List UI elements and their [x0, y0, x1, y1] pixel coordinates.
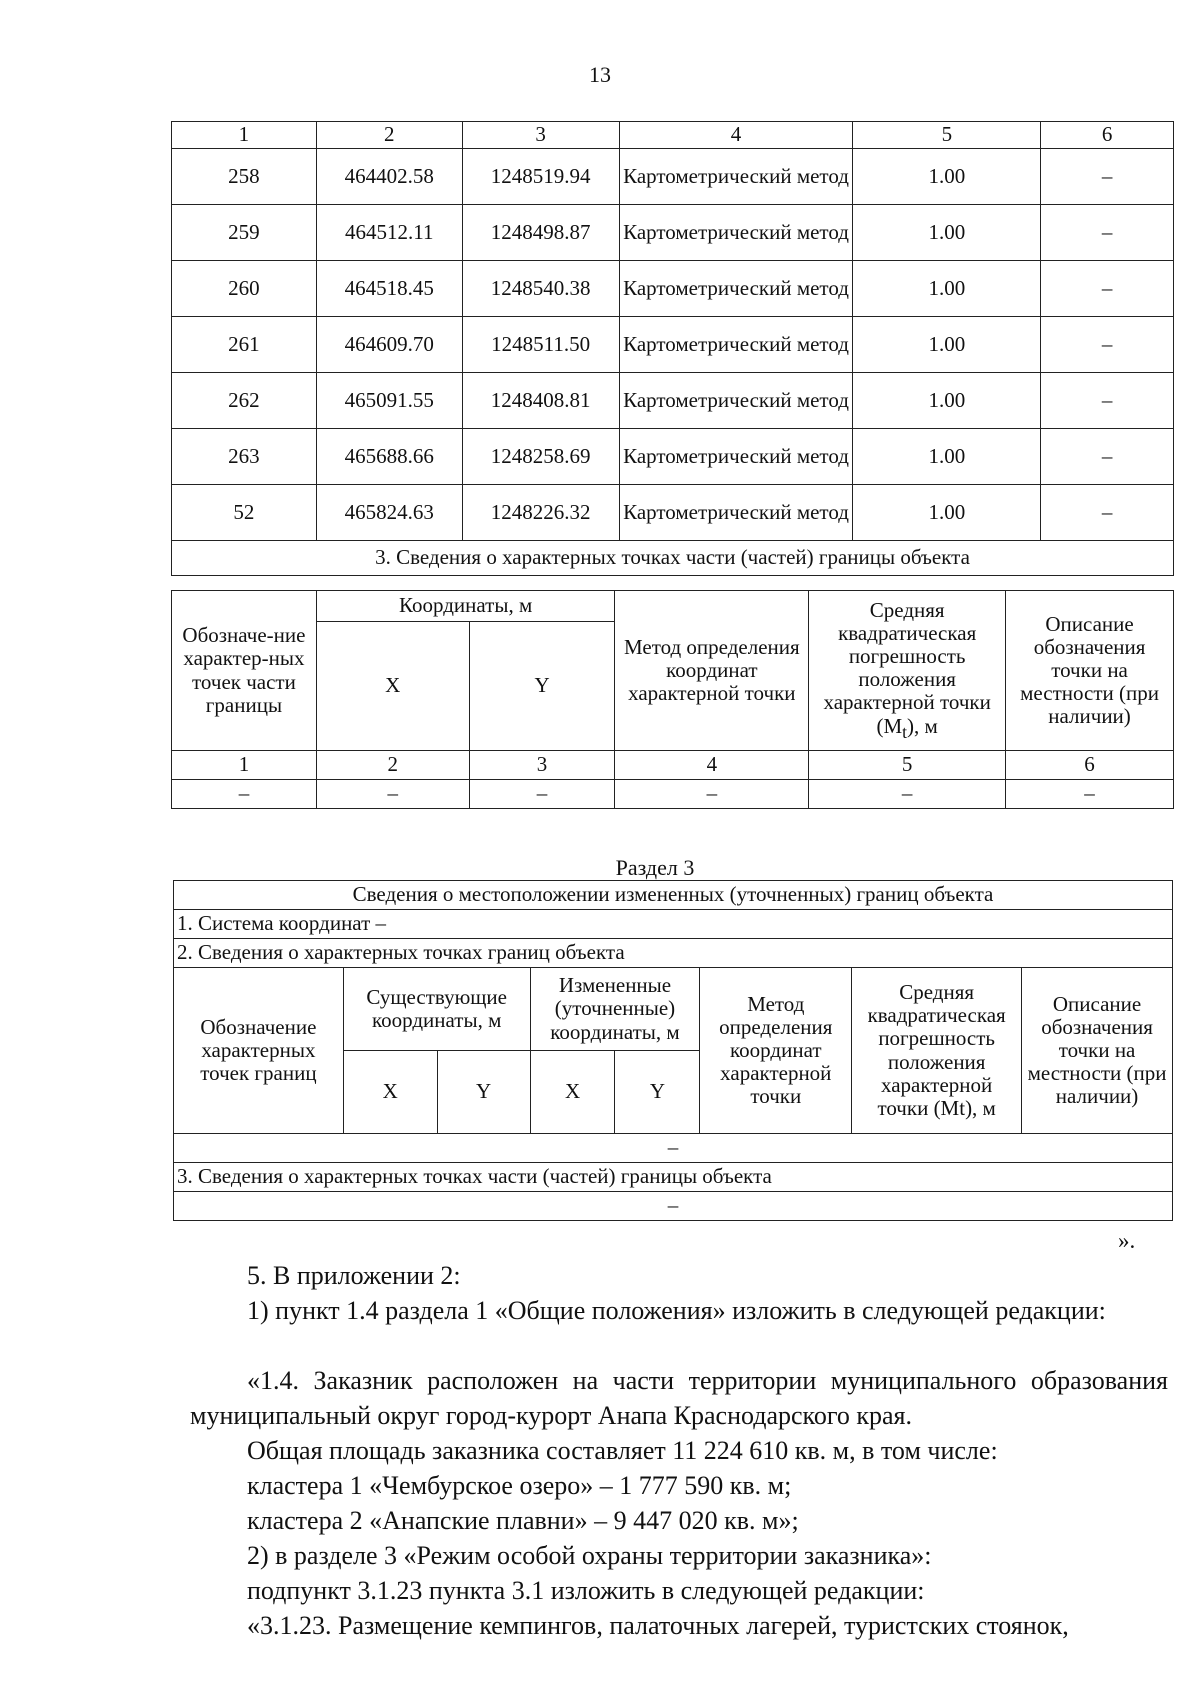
paragraph: 1) пункт 1.4 раздела 1 «Общие положения» изложить в следующей редакции: [247, 1296, 1106, 1325]
points-info: 2. Сведения о характерных точках границ объекта [174, 939, 1173, 968]
point-id: 261 [172, 317, 317, 373]
col-changed-coords: Измененные (уточненные) координаты, м [530, 968, 700, 1051]
method: Картометрический метод [619, 261, 853, 317]
coord-y: 1248540.38 [462, 261, 619, 317]
error-value: 1.00 [853, 373, 1041, 429]
section-title: 3. Сведения о характерных точках части (частей) границы объекта [172, 541, 1174, 576]
column-number-row [172, 751, 1174, 780]
table-row [174, 1192, 1173, 1221]
paragraph: Общая площадь заказника составляет 11 224 610 кв. м, в том числе: [247, 1436, 998, 1465]
header-cell: 5 [853, 122, 1041, 149]
col-x: X [316, 622, 469, 751]
section-heading: Раздел 3 [615, 855, 695, 880]
table-row [172, 780, 1174, 809]
paragraph: кластера 2 «Анапские плавни» – 9 447 020 кв. м»; [247, 1506, 799, 1535]
point-id: 263 [172, 429, 317, 485]
table-row [172, 429, 1174, 485]
error-value: 1.00 [853, 149, 1041, 205]
table-row [172, 205, 1174, 261]
description: – [1041, 261, 1174, 317]
column-number: 4 [615, 751, 809, 780]
part-info-row [174, 1163, 1173, 1192]
col-x: X [530, 1051, 615, 1134]
column-number: 6 [1006, 751, 1174, 780]
col-y: Y [469, 622, 615, 751]
description: – [1041, 149, 1174, 205]
points-info-row [174, 939, 1173, 968]
coord-y: 1248258.69 [462, 429, 619, 485]
empty-cell: – [469, 780, 615, 809]
section3-title-row [174, 881, 1173, 910]
header-cell: 2 [316, 122, 462, 149]
col-error: Средняя квадратическая погрешность положения характерной точки (Mt), м [852, 968, 1022, 1134]
header-cell: 1 [172, 122, 317, 149]
description: – [1041, 373, 1174, 429]
table-row [172, 373, 1174, 429]
paragraph: 5. В приложении 2: [247, 1261, 461, 1290]
coord-system: 1. Система координат – [174, 910, 1173, 939]
empty-cell: – [615, 780, 809, 809]
description: – [1041, 485, 1174, 541]
coord-y: 1248226.32 [462, 485, 619, 541]
header-cell: 6 [1041, 122, 1174, 149]
column-number: 5 [809, 751, 1006, 780]
paragraph: 2) в разделе 3 «Режим особой охраны территории заказника»: [247, 1541, 932, 1570]
empty-cell: – [174, 1192, 1173, 1221]
col-x: X [343, 1051, 437, 1134]
point-id: 52 [172, 485, 317, 541]
table-header-row [172, 591, 1174, 622]
description: – [1041, 429, 1174, 485]
point-id: 260 [172, 261, 317, 317]
col-y: Y [615, 1051, 700, 1134]
header-cell: 3 [462, 122, 619, 149]
column-number: 1 [172, 751, 317, 780]
method: Картометрический метод [619, 317, 853, 373]
col-designation: Обозначе-ние характер-ных точек части границы [172, 591, 317, 751]
empty-cell: – [174, 1134, 1173, 1163]
description: – [1041, 205, 1174, 261]
method: Картометрический метод [619, 485, 853, 541]
table-row [172, 261, 1174, 317]
error-value: 1.00 [853, 429, 1041, 485]
error-value: 1.00 [853, 317, 1041, 373]
coord-x: 464518.45 [316, 261, 462, 317]
coord-x: 464609.70 [316, 317, 462, 373]
error-value: 1.00 [853, 205, 1041, 261]
section-title-row [172, 541, 1174, 576]
col-description: Описание обозначения точки на местности (при наличии) [1022, 968, 1173, 1134]
coord-x: 464512.11 [316, 205, 462, 261]
paragraph: кластера 1 «Чембурское озеро» – 1 777 590 кв. м; [247, 1471, 792, 1500]
col-coordinates: Координаты, м [316, 591, 615, 622]
coord-x: 464402.58 [316, 149, 462, 205]
coord-x: 465091.55 [316, 373, 462, 429]
col-method: Метод определения координат характерной точки [700, 968, 852, 1134]
table-row [172, 149, 1174, 205]
part-points-table [171, 590, 1174, 809]
point-id: 262 [172, 373, 317, 429]
col-error: Средняя квадратическая погрешность положения характерной точки $(M_t)$, м [809, 591, 1006, 751]
coordinates-table [171, 121, 1174, 576]
col-y: Y [437, 1051, 530, 1134]
method: Картометрический метод [619, 149, 853, 205]
method: Картометрический метод [619, 205, 853, 261]
empty-cell: – [809, 780, 1006, 809]
column-number: 3 [469, 751, 615, 780]
description: – [1041, 317, 1174, 373]
col-method: Метод определения координат характерной точки [615, 591, 809, 751]
empty-cell: – [172, 780, 317, 809]
coord-x: 465688.66 [316, 429, 462, 485]
point-id: 258 [172, 149, 317, 205]
coord-y: 1248519.94 [462, 149, 619, 205]
paragraph: «3.1.23. Размещение кемпингов, палаточных лагерей, туристских стоянок, [247, 1611, 1069, 1640]
page-number: 13 [589, 62, 611, 87]
paragraph: «1.4. Заказник расположен на части территории муниципального образования муниципальный округ город-курорт Анапа Краснодарского края. [190, 1366, 1168, 1430]
table-row [172, 485, 1174, 541]
section3-table [173, 880, 1173, 1221]
section3-title: Сведения о местоположении измененных (уточненных) границ объекта [174, 881, 1173, 910]
coord-y: 1248498.87 [462, 205, 619, 261]
table-header-row [174, 968, 1173, 1051]
col-existing-coords: Существующие координаты, м [343, 968, 530, 1051]
closing-quote: ». [1118, 1228, 1136, 1253]
method: Картометрический метод [619, 373, 853, 429]
header-cell: 4 [619, 122, 853, 149]
table-header-row [172, 122, 1174, 149]
paragraph: подпункт 3.1.23 пункта 3.1 изложить в следующей редакции: [247, 1576, 925, 1605]
error-value: 1.00 [853, 485, 1041, 541]
coord-x: 465824.63 [316, 485, 462, 541]
empty-cell: – [1006, 780, 1174, 809]
method: Картометрический метод [619, 429, 853, 485]
coord-y: 1248511.50 [462, 317, 619, 373]
point-id: 259 [172, 205, 317, 261]
col-description: Описание обозначения точки на местности (при наличии) [1006, 591, 1174, 751]
part-info: 3. Сведения о характерных точках части (частей) границы объекта [174, 1163, 1173, 1192]
table-row [174, 1134, 1173, 1163]
error-value: 1.00 [853, 261, 1041, 317]
coord-system-row [174, 910, 1173, 939]
empty-cell: – [316, 780, 469, 809]
column-number: 2 [316, 751, 469, 780]
col-designation: Обозначение характерных точек границ [174, 968, 344, 1134]
table-row [172, 317, 1174, 373]
coord-y: 1248408.81 [462, 373, 619, 429]
